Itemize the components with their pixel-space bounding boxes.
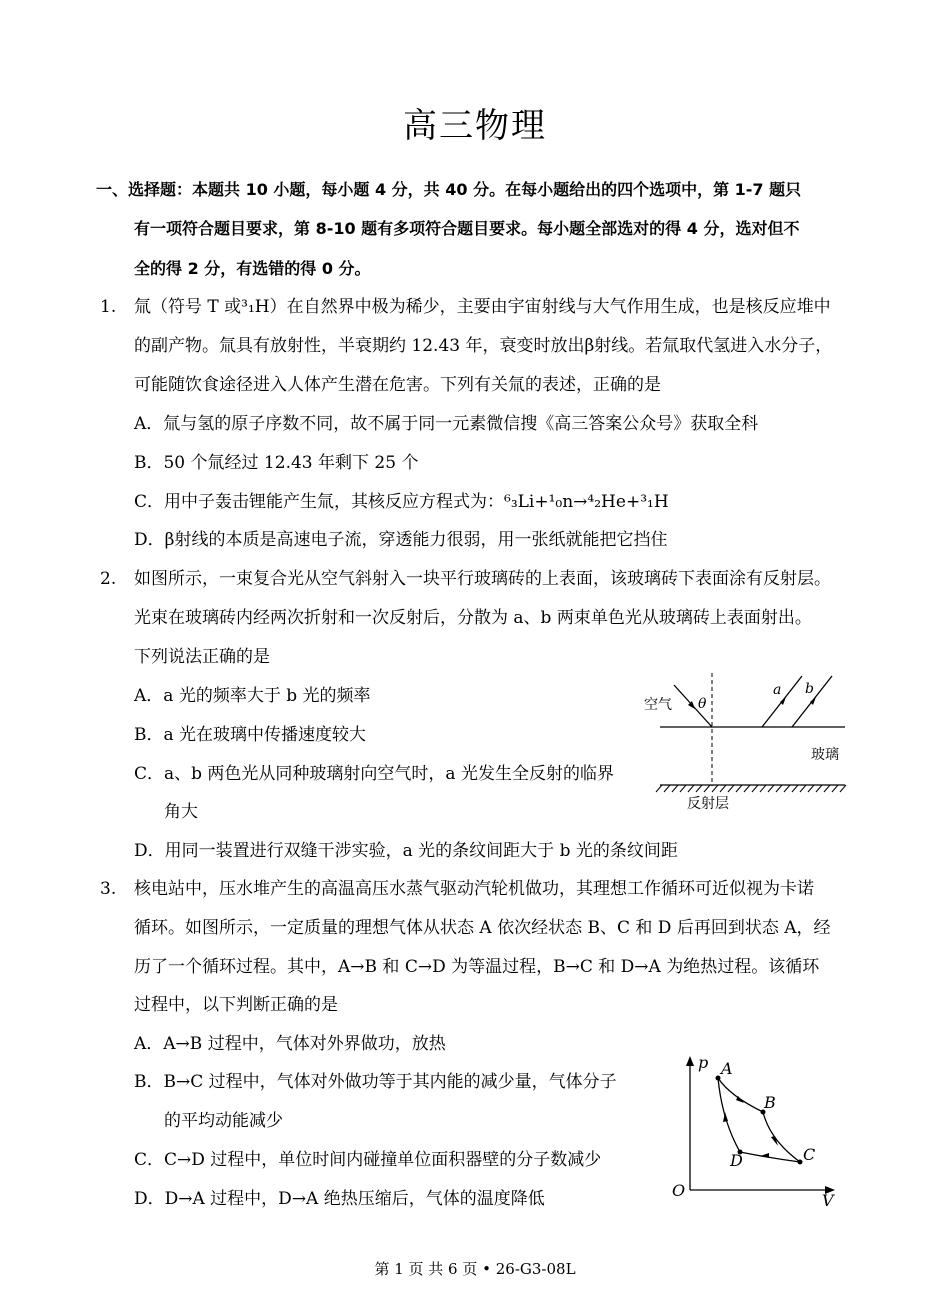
option-c: C．用中子轰击锂能产生氚，其核反应方程式为：⁶₃Li+¹₀n→⁴₂He+³₁H (134, 492, 669, 512)
question-stem-line: 历了一个循环过程。其中，A→B 和 C→D 为等温过程，B→C 和 D→A 为绝热过程。该循环 (134, 957, 820, 977)
v-axis-label: V (822, 1191, 834, 1210)
option-a: A．a 光的频率大于 b 光的频率 (134, 686, 371, 706)
option-d: D．β射线的本质是高速电子流，穿透能力很弱，用一张纸就能把它挡住 (134, 530, 668, 550)
state-label-c: C (803, 1145, 816, 1164)
question-stem-line: 的副产物。氚具有放射性，半衰期约 12.43 年，衰变时放出β射线。若氚取代氢进入水分子， (134, 336, 833, 356)
curve-d-a (718, 1078, 740, 1152)
curve-c-d (740, 1152, 800, 1162)
option-b: B．a 光在玻璃中传播速度较大 (134, 725, 367, 745)
section-instruction-line: 有一项符合题目要求，第 8-10 题有多项符合题目要求。每小题全部选对的得 4 分，选对但不 (134, 219, 800, 238)
question-number: 2. (100, 569, 117, 589)
state-label-a: A (721, 1059, 733, 1078)
origin-label: O (672, 1181, 686, 1200)
question-stem-line: 可能随饮食途径进入人体产生潜在危害。下列有关氚的表述，正确的是 (134, 375, 661, 395)
option-a: A．A→B 过程中，气体对外界做功，放热 (134, 1034, 446, 1054)
page-footer: 第 1 页 共 6 页 • 26-G3-08L (374, 1260, 576, 1278)
question-stem-line: 光束在玻璃砖内经两次折射和一次反射后，分散为 a、b 两束单色光从玻璃砖上表面射出。 (134, 608, 812, 628)
question-stem-line: 过程中，以下判断正确的是 (134, 995, 338, 1015)
ray-b-label: b (805, 681, 814, 697)
option-d: D．D→A 过程中，D→A 绝热压缩后，气体的温度降低 (134, 1189, 545, 1209)
reflect-layer-hatch (656, 785, 846, 792)
question-stem-line: 核电站中，压水堆产生的高温高压水蒸气驱动汽轮机做功，其理想工作循环可近似视为卡诺 (134, 879, 814, 899)
section-instruction-line: 全的得 2 分，有选错的得 0 分。 (134, 259, 371, 278)
reflect-layer-label: 反射层 (687, 796, 729, 812)
ray-a-label: a (773, 682, 782, 698)
option-a: A．氚与氢的原子序数不同，故不属于同一元素微信搜《高三答案公众号》获取全科 (134, 414, 759, 434)
refraction-figure (640, 668, 850, 818)
option-c: C．a、b 两色光从同种玻璃射向空气时，a 光发生全反射的临界 (134, 764, 614, 784)
question-stem-line: 下列说法正确的是 (134, 647, 270, 667)
question-stem-line: 循环。如图所示，一定质量的理想气体从状态 A 依次经状态 B、C 和 D 后再回到状态 A，经 (134, 918, 831, 938)
state-label-b: B (764, 1093, 776, 1112)
pv-diagram (660, 1050, 845, 1210)
question-number: 3. (100, 879, 117, 899)
state-label-d: D (730, 1151, 743, 1170)
question-stem-line: 如图所示，一束复合光从空气斜射入一块平行玻璃砖的上表面，该玻璃砖下表面涂有反射层。 (134, 569, 831, 589)
option-c-continued: 角大 (164, 802, 198, 822)
p-axis-label: p (698, 1053, 709, 1072)
theta-label: θ (698, 696, 707, 712)
state-point-c (798, 1160, 803, 1165)
question-stem-line: 氚（符号 T 或³₁H）在自然界中极为稀少，主要由宇宙射线与大气作用生成，也是核反应堆中 (134, 297, 831, 317)
air-label: 空气 (644, 697, 672, 713)
curve-a-b (718, 1078, 763, 1112)
question-number: 1. (100, 297, 117, 317)
state-point-a (716, 1076, 721, 1081)
section-instruction-line: 一、选择题：本题共 10 小题，每小题 4 分，共 40 分。在每小题给出的四个选项中，第 1-7 题只 (96, 180, 802, 199)
glass-label: 玻璃 (811, 747, 839, 763)
option-d: D．用同一装置进行双缝干涉实验，a 光的条纹间距大于 b 光的条纹间距 (134, 841, 678, 861)
option-c: C．C→D 过程中，单位时间内碰撞单位面积器壁的分子数减少 (134, 1150, 602, 1170)
page-title: 高三物理 (403, 106, 547, 146)
option-b-continued: 的平均动能减少 (164, 1111, 283, 1131)
p-axis-arrow-icon (686, 1056, 694, 1066)
option-b: B．50 个氚经过 12.43 年剩下 25 个 (134, 453, 419, 473)
option-b: B．B→C 过程中，气体对外做功等于其内能的减少量，气体分子 (134, 1072, 617, 1092)
